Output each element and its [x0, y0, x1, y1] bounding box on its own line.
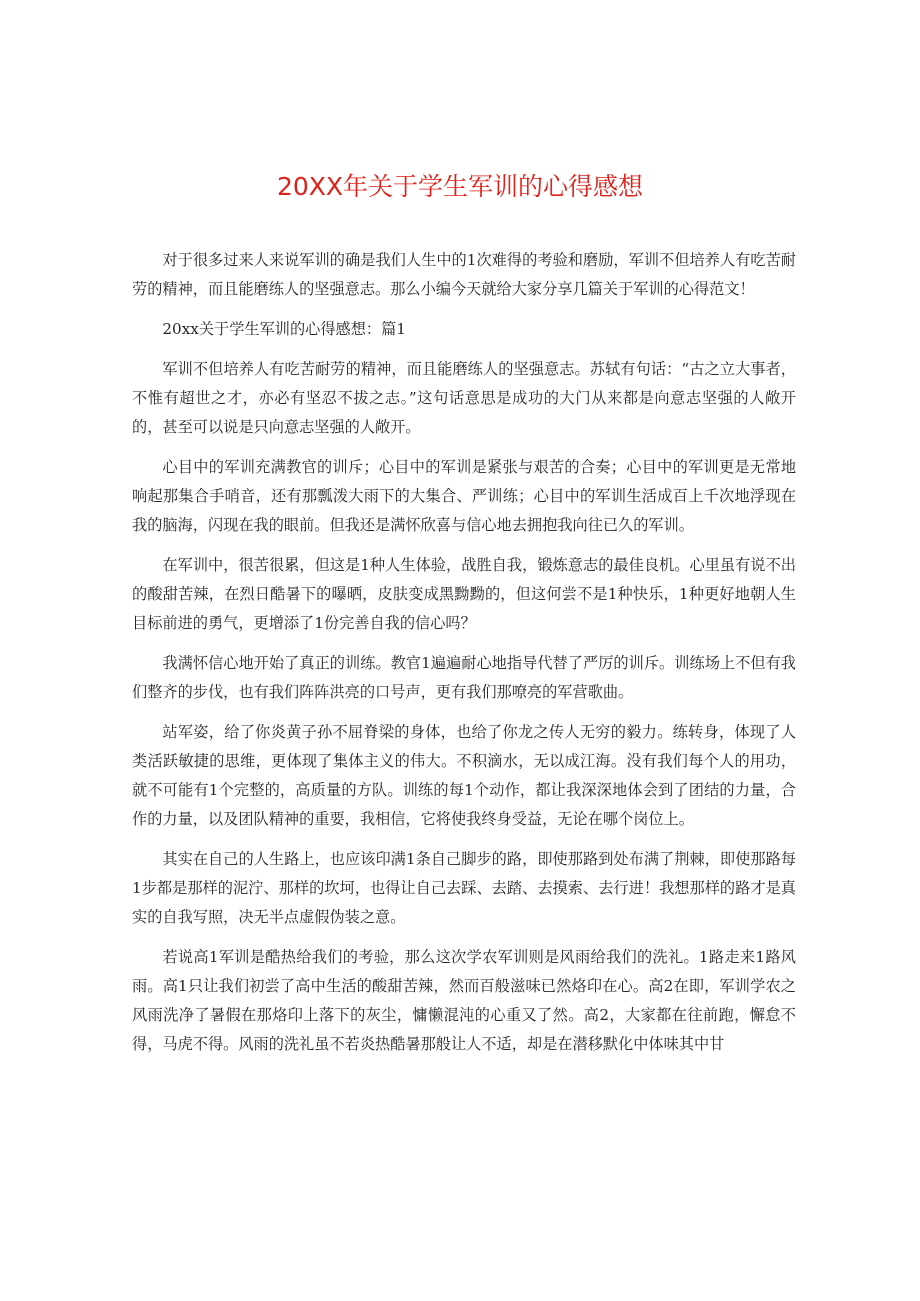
body-paragraph: 站军姿，给了你炎黄子孙不屈脊梁的身体，也给了你龙之传人无穷的毅力。练转身，体现了人类活跃敏捷的思维，更体现了集体主义的伟大。不积滴水，无以成江海。没有我们每个人的用功，就不可能有1个完整的，高质量的方队。训练的每1个动作，都让我深深地体会到了团结的力量，合作的力量，以及团队精神的重要，我相信，它将使我终身受益，无论在哪个岗位上。 — [132, 723, 796, 828]
document-body — [132, 246, 796, 1070]
body-paragraph: 在军训中，很苦很累，但这是1种人生体验，战胜自我，锻炼意志的最佳良机。心里虽有说不出的酸甜苦辣，在烈日酷暑下的曝晒，皮肤变成黑黝黝的，但这何尝不是1种快乐，1种更好地朝人生目标前进的勇气，更增添了1份完善自我的信心吗？ — [132, 556, 796, 632]
document-title: 20XX年关于学生军训的心得感想 — [276, 172, 644, 201]
body-paragraph: 军训不但培养人有吃苦耐劳的精神，而且能磨练人的坚强意志。苏轼有句话：“古之立大事者，不惟有超世之才，亦必有坚忍不拔之志。”这句话意思是成功的大门从来都是向意志坚强的人敞开的，甚至可以说是只向意志坚强的人敞开。 — [132, 360, 796, 436]
body-paragraph: 心目中的军训充满教官的训斥；心目中的军训是紧张与艰苦的合奏；心目中的军训更是无常地响起那集合手哨音，还有那瓢泼大雨下的大集合、严训练；心目中的军训生活成百上千次地浮现在我的脑海，闪现在我的眼前。但我还是满怀欣喜与信心地去拥抱我向往已久的军训。 — [132, 458, 796, 534]
section-heading: 20xx关于学生军训的心得感想：篇1 — [162, 320, 406, 338]
body-paragraph: 我满怀信心地开始了真正的训练。教官1遍遍耐心地指导代替了严厉的训斥。训练场上不但有我们整齐的步伐，也有我们阵阵洪亮的口号声，更有我们那嘹亮的军营歌曲。 — [132, 654, 796, 701]
body-paragraph: 其实在自己的人生路上，也应该印满1条自己脚步的路，即使那路到处布满了荆棘，即使那路每1步都是那样的泥泞、那样的坎坷，也得让自己去踩、去踏、去摸索、去行进！我想那样的路才是真实的自我写照，决无半点虚假伪装之意。 — [132, 850, 796, 926]
intro-paragraph: 对于很多过来人来说军训的确是我们人生中的1次难得的考验和磨励，军训不但培养人有吃苦耐劳的精神，而且能磨练人的坚强意志。那么小编今天就给大家分享几篇关于军训的心得范文！ — [132, 251, 796, 298]
body-paragraph: 若说高1军训是酷热给我们的考验，那么这次学农军训则是风雨给我们的洗礼。1路走来1路风雨。高1只让我们初尝了高中生活的酸甜苦辣，然而百般滋味已然烙印在心。高2在即，军训学农之风雨洗净了暑假在那烙印上落下的灰尘，慵懒混沌的心重又了然。高2，大家都在往前跑，懈怠不得，马虎不得。风雨的洗礼虽不若炎热酷暑那般让人不适，却是在潜移默化中体味其中甘 — [132, 948, 796, 1053]
